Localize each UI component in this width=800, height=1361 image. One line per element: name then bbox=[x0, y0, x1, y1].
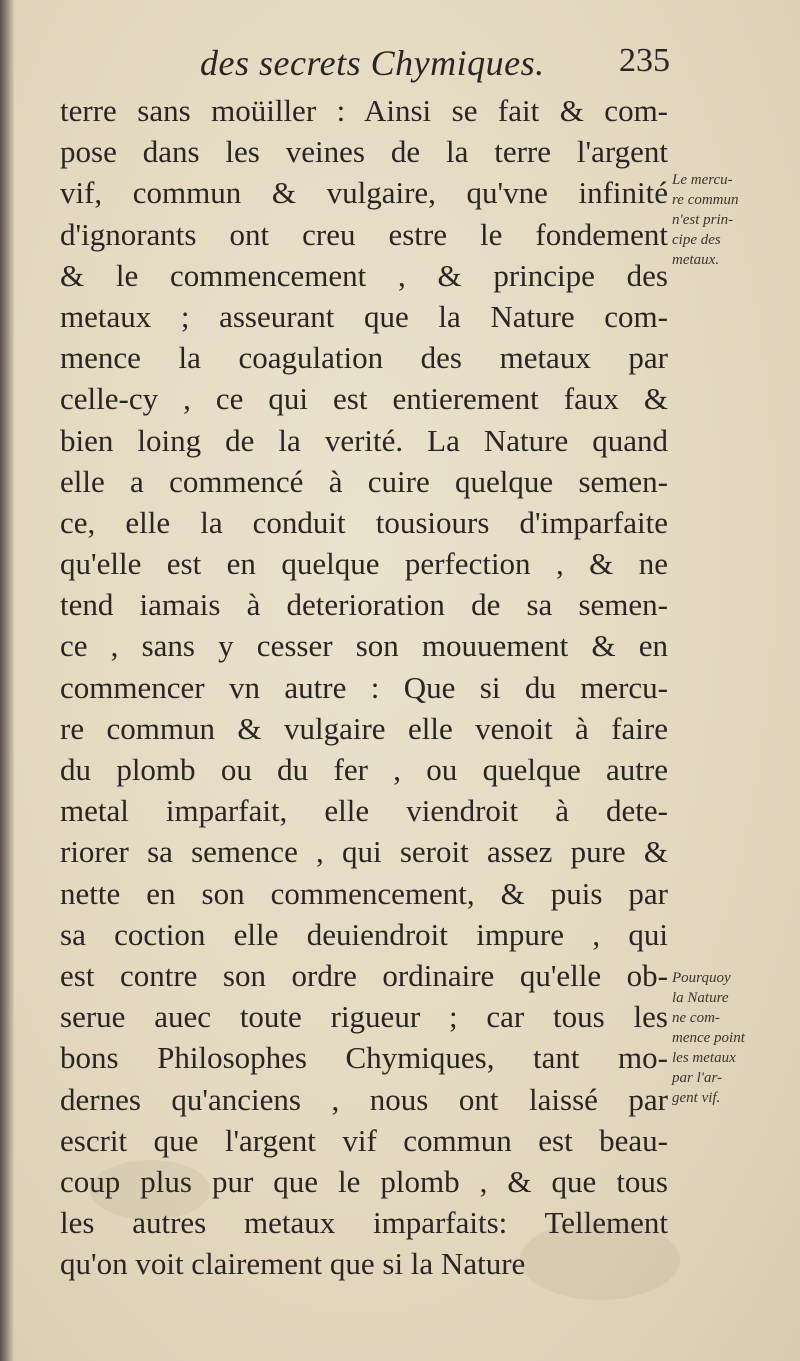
text-line: qu'on voit clairement que si la Nature bbox=[60, 1246, 526, 1282]
margin-note-line: ne com- bbox=[672, 1010, 720, 1026]
text-line: ce, elle la conduit tousiours d'imparfaite bbox=[60, 504, 668, 540]
text-line: bons Philosophes Chymiques, tant mo- bbox=[60, 1040, 668, 1076]
margin-note-line: cipe des bbox=[672, 232, 721, 248]
margin-note bbox=[672, 170, 797, 270]
text-line: dernes qu'anciens , nous ont laissé par bbox=[60, 1081, 668, 1117]
text-line: mence la coagulation des metaux par bbox=[60, 340, 668, 376]
margin-note-line: par l'ar- bbox=[672, 1070, 722, 1086]
text-line: coup plus pur que le plomb , & que tous bbox=[60, 1163, 668, 1199]
margin-note-line: n'est prin- bbox=[672, 212, 734, 228]
margin-note-line: Le mercu- bbox=[672, 172, 733, 188]
text-line: du plomb ou du fer , ou quelque autre bbox=[60, 752, 668, 787]
text-line: vif, commun & vulgaire, qu'vne infinité bbox=[60, 175, 668, 211]
text-line: escrit que l'argent vif commun est beau- bbox=[60, 1122, 668, 1158]
text-line: metaux ; asseurant que la Nature com- bbox=[60, 298, 668, 334]
text-line: serue auec toute rigueur ; car tous les bbox=[60, 999, 668, 1035]
text-line: ce , sans y cesser son mouuement & en bbox=[60, 628, 668, 664]
text-line: est contre son ordre ordinaire qu'elle ob- bbox=[60, 957, 668, 993]
margin-note-line: mence point bbox=[672, 1030, 745, 1046]
text-line: tend iamais à deterioration de sa semen- bbox=[60, 587, 668, 623]
body-text bbox=[60, 90, 668, 1284]
text-line: sa coction elle deuiendroit impure , qui bbox=[60, 916, 668, 952]
text-line: les autres metaux imparfaits: Tellement bbox=[60, 1205, 668, 1241]
margin-note-line: Pourquoy bbox=[672, 970, 731, 986]
page-number: 235 bbox=[619, 42, 670, 79]
margin-note-line: metaux. bbox=[672, 252, 720, 268]
text-line: terre sans moüiller : Ainsi se fait & com- bbox=[60, 93, 668, 128]
text-line: nette en son commencement, & puis par bbox=[60, 875, 668, 911]
text-line: qu'elle est en quelque perfection , & ne bbox=[60, 546, 668, 582]
text-line: elle a commencé à cuire quelque semen- bbox=[60, 463, 668, 499]
text-line: & le commencement , & principe des bbox=[60, 257, 668, 293]
margin-note bbox=[672, 968, 797, 1108]
text-line: re commun & vulgaire elle venoit à faire bbox=[60, 710, 668, 746]
text-line: bien loing de la verité. La Nature quand bbox=[60, 422, 668, 458]
page-gutter bbox=[0, 0, 14, 1361]
text-line: metal imparfait, elle viendroit à dete- bbox=[60, 793, 668, 829]
text-line: d'ignorants ont creu estre le fondement bbox=[60, 216, 668, 252]
margin-note-line: les metaux bbox=[672, 1050, 736, 1066]
margin-note-line: la Nature bbox=[672, 990, 729, 1006]
text-line: riorer sa semence , qui seroit assez pure & bbox=[60, 834, 668, 870]
text-line: commencer vn autre : Que si du mercu- bbox=[60, 669, 668, 705]
text-line: celle-cy , ce qui est entierement faux & bbox=[60, 381, 668, 417]
margin-note-line: gent vif. bbox=[672, 1090, 721, 1106]
margin-note-line: re commun bbox=[672, 192, 739, 208]
running-title: des secrets Chymiques. bbox=[200, 43, 545, 83]
running-header bbox=[200, 42, 670, 86]
text-line: pose dans les veines de la terre l'argent bbox=[60, 134, 668, 170]
